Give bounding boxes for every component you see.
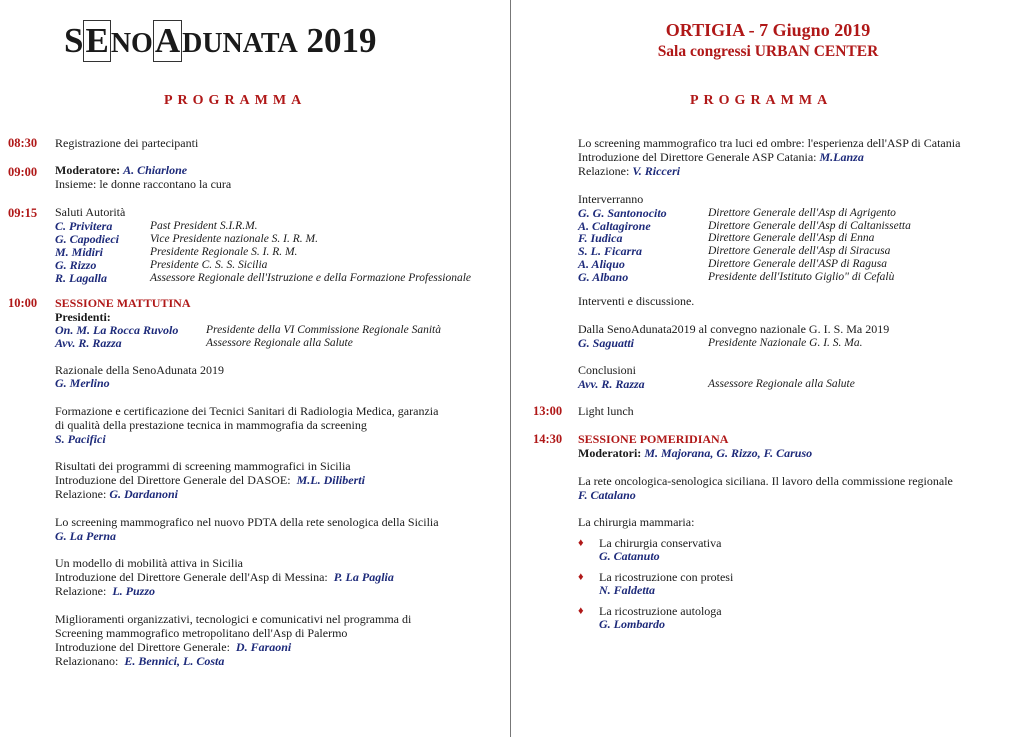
conclusioni-speaker: Avv. R. Razza: [578, 377, 645, 391]
risultati-relazione: [55, 488, 178, 501]
moderatore-label: Moderatore:: [55, 163, 121, 177]
presidenti-label: Presidenti:: [55, 310, 111, 324]
interverranno-label: Interverranno: [578, 192, 644, 206]
interverranno-speaker: G. Albano: [578, 269, 629, 284]
title-letter-s: S: [64, 21, 84, 60]
chirurgia-speaker: G. Lombardo: [599, 617, 665, 631]
time-0900: 09:00: [8, 165, 38, 179]
modello-relazione-label: Relazione:: [55, 584, 107, 598]
modello: Un modello di mobilità attiva in Sicilia: [55, 556, 243, 570]
dalla-role: Presidente Nazionale G. I. S. Ma.: [708, 337, 863, 349]
sessione-pomeridiana: SESSIONE POMERIDIANA: [578, 432, 729, 446]
registrazione: Registrazione dei partecipanti: [55, 136, 199, 150]
presidente-role: Assessore Regionale alla Salute: [206, 337, 353, 349]
relazionano-label: Relazionano:: [55, 654, 119, 668]
saluti-speaker: R. Lagalla: [55, 271, 108, 285]
interverranno-role: Direttore Generale dell'Asp di Caltanissetta: [708, 219, 911, 232]
moderatori-label: Moderatori:: [578, 446, 642, 460]
chirurgia-item: La ricostruzione autologa: [599, 604, 722, 618]
luci-intro-text: Introduzione del Direttore Generale ASP Catania:: [578, 150, 817, 164]
modello-relazione: [55, 585, 155, 598]
miglioramenti-intro-text: Introduzione del Direttore Generale:: [55, 640, 230, 654]
modello-relazione-speaker: L. Puzzo: [112, 584, 155, 598]
moderatori: [578, 447, 812, 460]
presidente-role: Presidente della VI Commissione Regionale Sanità: [206, 324, 441, 336]
risultati-intro: [55, 474, 365, 487]
conclusioni-label: Conclusioni: [578, 363, 637, 377]
programma-heading-left: PROGRAMMA: [164, 93, 307, 108]
time-0830: 08:30: [8, 136, 38, 150]
luci-relazione: [578, 165, 680, 178]
title-boxed-e: E: [85, 21, 109, 60]
interverranno-speaker: A. Caltagirone: [578, 218, 651, 233]
time-0915: 09:15: [8, 206, 38, 220]
miglioramenti-intro-speaker: D. Faraoni: [235, 640, 292, 654]
presidente-speaker: On. M. La Rocca Ruvolo: [55, 323, 179, 337]
chirurgia-mammaria: La chirurgia mammaria:: [578, 515, 695, 529]
presidente-speaker: Avv. R. Razza: [55, 336, 122, 350]
saluti-speaker: M. Midiri: [55, 245, 104, 259]
saluti-role: Past President S.I.R.M.: [150, 220, 258, 232]
saluti-role: Presidente C. S. S. Sicilia: [150, 259, 268, 271]
interverranno-role: Presidente dell'Istituto Giglio" di Cefalù: [708, 270, 895, 283]
moderatori-speakers: M. Majorana, G. Rizzo, F. Caruso: [644, 446, 813, 460]
left-page: [0, 0, 510, 737]
formazione-line2: di qualità della prestazione tecnica in mammografia da screening: [55, 418, 367, 432]
diamond-bullet-icon: ♦: [578, 571, 584, 583]
saluti-role: Presidente Regionale S. I. R. M.: [150, 246, 298, 258]
modello-intro: [55, 571, 394, 584]
programma-heading-right: PROGRAMMA: [690, 93, 833, 108]
insieme: Insieme: le donne raccontano la cura: [55, 177, 232, 191]
dalla-speaker: G. Saguatti: [578, 336, 635, 350]
title-dunata: DUNATA: [182, 28, 298, 59]
title-year: 2019: [306, 21, 377, 60]
sessione-mattutina: SESSIONE MATTUTINA: [55, 296, 191, 310]
rete-oncologica: La rete oncologica-senologica siciliana. Il lavoro della commissione regionale: [578, 474, 953, 488]
event-date-location: ORTIGIA - 7 Giugno 2019: [665, 20, 871, 40]
interverranno-role: Direttore Generale dell'Asp di Enna: [708, 232, 875, 245]
luci-relazione-label: Relazione:: [578, 164, 630, 178]
miglioramenti-line1: Miglioramenti organizzativi, tecnologici e comunicativi nel programma di: [55, 612, 412, 626]
razionale: Razionale della SenoAdunata 2019: [55, 363, 224, 377]
chirurgia-speaker: G. Catanuto: [599, 549, 660, 563]
interverranno-speaker: A. Aliquo: [578, 256, 625, 271]
interverranno-role: Direttore Generale dell'Asp di Agrigento: [708, 207, 896, 219]
saluti-autorita: Saluti Autorità: [55, 205, 126, 219]
title-no: NO: [110, 28, 153, 59]
saluti-speaker: G. Rizzo: [55, 258, 97, 272]
time-1300: 13:00: [533, 404, 563, 418]
diamond-bullet-icon: ♦: [578, 605, 584, 617]
time-1430: 14:30: [533, 432, 563, 446]
chirurgia-item: La ricostruzione con protesi: [599, 570, 734, 584]
chirurgia-item: La chirurgia conservativa: [599, 536, 722, 550]
event-title: [64, 19, 376, 66]
saluti-speaker: G. Capodieci: [55, 232, 119, 246]
light-lunch: Light lunch: [578, 404, 634, 418]
conclusioni-role: Assessore Regionale alla Salute: [708, 378, 855, 390]
risultati-intro-text: Introduzione del Direttore Generale del DASOE:: [55, 473, 291, 487]
interventi: Interventi e discussione.: [578, 294, 695, 308]
relazionano: [55, 655, 224, 668]
interverranno-role: Direttore Generale dell'ASP di Ragusa: [708, 257, 887, 270]
luci-intro: [578, 151, 864, 164]
pdta: Lo screening mammografico nel nuovo PDTA della rete senologica della Sicilia: [55, 515, 439, 529]
luci-intro-speaker: M.Lanza: [819, 150, 864, 164]
saluti-speaker: C. Privitera: [55, 219, 113, 233]
relazionano-speakers: E. Bennici, L. Costa: [124, 654, 225, 668]
interverranno-speaker: F. Iudica: [578, 231, 623, 246]
event-venue: Sala congressi URBAN CENTER: [657, 43, 879, 60]
miglioramenti-intro: [55, 641, 291, 654]
razionale-speaker: G. Merlino: [55, 376, 110, 390]
moderatore: [55, 164, 187, 177]
risultati: Risultati dei programmi di screening mammografici in Sicilia: [55, 459, 351, 473]
time-1000: 10:00: [8, 296, 38, 310]
saluti-role: Assessore Regionale dell'Istruzione e della Formazione Professionale: [150, 272, 472, 284]
miglioramenti-line2: Screening mammografico metropolitano dell'Asp di Palermo: [55, 626, 348, 640]
diamond-bullet-icon: ♦: [578, 537, 584, 549]
formazione-speaker: S. Pacifici: [55, 432, 106, 446]
luci-ombre: Lo screening mammografico tra luci ed ombre: l'esperienza dell'ASP di Catania: [578, 136, 961, 150]
risultati-intro-speaker: M.L. Diliberti: [296, 473, 365, 487]
page-divider: [510, 0, 511, 737]
risultati-relazione-label: Relazione:: [55, 487, 107, 501]
chirurgia-speaker: N. Faldetta: [599, 583, 655, 597]
interverranno-role: Direttore Generale dell'Asp di Siracusa: [708, 245, 891, 258]
title-boxed-a: A: [154, 21, 181, 60]
saluti-role: Vice Presidente nazionale S. I. R. M.: [150, 233, 318, 245]
moderatore-name: A. Chiarlone: [123, 163, 188, 177]
interverranno-speaker: G. G. Santonocito: [578, 206, 667, 220]
risultati-relazione-speaker: G. Dardanoni: [109, 487, 178, 501]
luci-relazione-speaker: V. Ricceri: [632, 164, 681, 178]
interverranno-speaker: S. L. Ficarra: [578, 244, 643, 259]
modello-intro-text: Introduzione del Direttore Generale dell'Asp di Messina:: [55, 570, 328, 584]
modello-intro-speaker: P. La Paglia: [333, 570, 394, 584]
pdta-speaker: G. La Perna: [55, 529, 116, 543]
right-page: [512, 0, 1024, 737]
dalla-senoadunata: Dalla SenoAdunata2019 al convegno nazionale G. I. S. Ma 2019: [578, 322, 890, 336]
formazione-line1: Formazione e certificazione dei Tecnici Sanitari di Radiologia Medica, garanzia: [55, 404, 439, 418]
rete-speaker: F. Catalano: [578, 488, 636, 502]
